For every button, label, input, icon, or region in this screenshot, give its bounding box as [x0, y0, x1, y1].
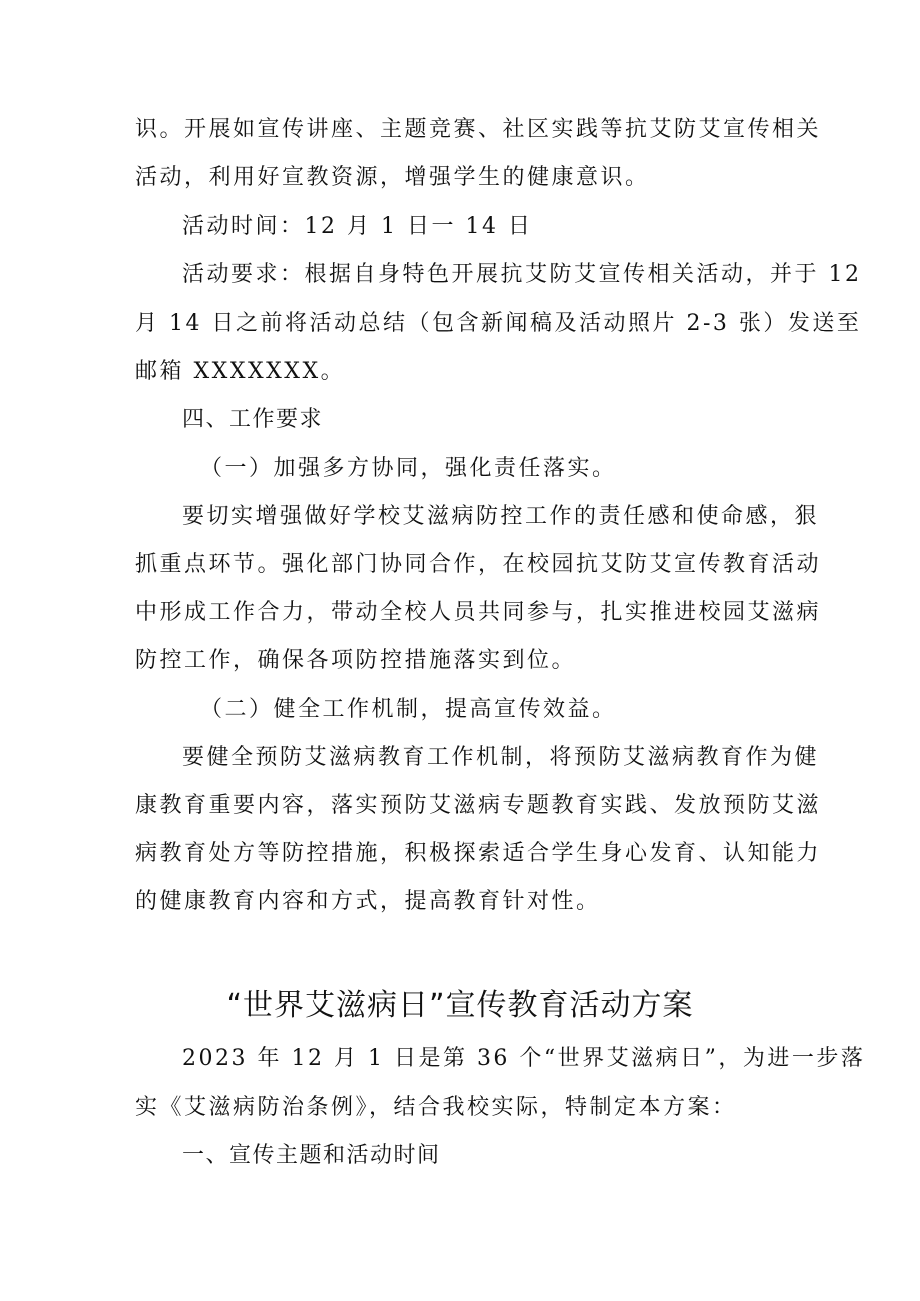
intro-line: 2023 年 12 月 1 日是第 36 个“世界艾滋病日”，为进一步落 — [182, 1046, 866, 1071]
activity-requirements-line: 邮箱 XXXXXXX。 — [135, 359, 346, 384]
document-title: “世界艾滋病日”宣传教育活动方案 — [226, 988, 694, 1023]
activity-requirements-line: 活动要求：根据自身特色开展抗艾防艾宣传相关活动，并于 12 — [182, 262, 862, 287]
paragraph-line: 活动，利用好宣教资源，增强学生的健康意识。 — [135, 165, 650, 190]
section-heading: 一、宣传主题和活动时间 — [182, 1143, 441, 1168]
paragraph-line: 识。开展如宣传讲座、主题竞赛、社区实践等抗艾防艾宣传相关 — [135, 117, 822, 142]
activity-requirements-line: 月 14 日之前将活动总结（包含新闻稿及活动照片 2-3 张）发送至 — [135, 311, 862, 336]
paragraph-line: 康教育重要内容，落实预防艾滋病专题教育实践、发放预防艾滋 — [135, 793, 822, 818]
paragraph-line: 防控工作，确保各项防控措施落实到位。 — [135, 648, 577, 673]
paragraph-line: 的健康教育内容和方式，提高教育针对性。 — [135, 889, 601, 914]
section-heading: 四、工作要求 — [182, 407, 324, 432]
paragraph-line: 中形成工作合力，带动全校人员共同参与，扎实推进校园艾滋病 — [135, 600, 822, 625]
paragraph-line: 要切实增强做好学校艾滋病防控工作的责任感和使命感，狠 — [182, 504, 820, 529]
subsection-heading: （一）加强多方协同，强化责任落实。 — [200, 456, 617, 481]
intro-line: 实《艾滋病防治条例》，结合我校实际，特制定本方案： — [135, 1095, 737, 1120]
paragraph-line: 要健全预防艾滋病教育工作机制，将预防艾滋病教育作为健 — [182, 745, 820, 770]
paragraph-line: 抓重点环节。强化部门协同合作，在校园抗艾防艾宣传教育活动 — [135, 552, 822, 577]
subsection-heading: （二）健全工作机制，提高宣传效益。 — [200, 697, 617, 722]
activity-time: 活动时间：12 月 1 日一 14 日 — [182, 214, 533, 239]
paragraph-line: 病教育处方等防控措施，积极探索适合学生身心发育、认知能力 — [135, 841, 822, 866]
